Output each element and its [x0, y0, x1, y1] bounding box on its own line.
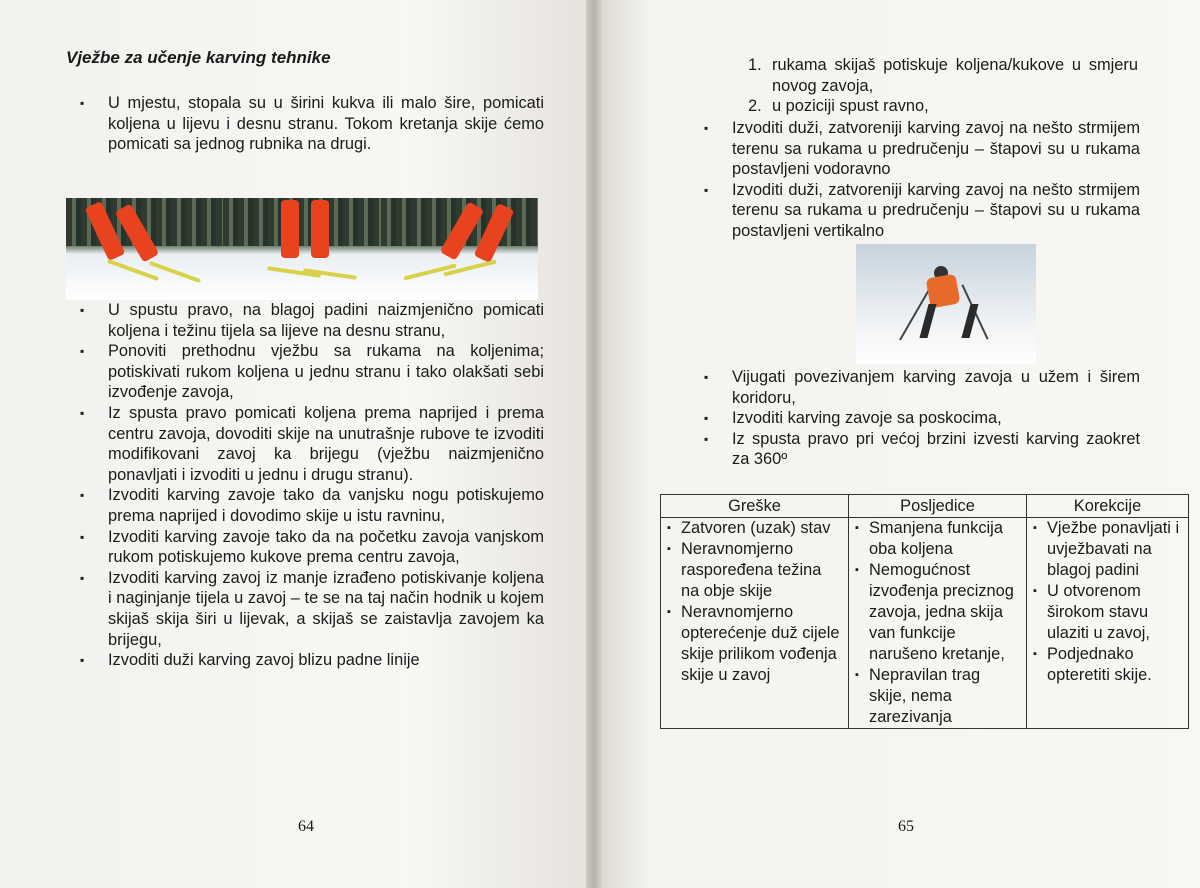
item-text: rukama skijaš potiskuje koljena/kukove u smjeru novog zavoja, — [772, 56, 1138, 95]
page-number-right: 65 — [898, 818, 914, 835]
cell-korekcije — [1027, 518, 1189, 729]
header-posljedice: Posljedice — [849, 495, 1027, 518]
list-item: ▪ Izvoditi karving zavoje tako da na početku zavoja vanjskom rukom potiskujemo kukove prema centru zavoja, — [80, 527, 544, 568]
ski-legs-photo-strip — [66, 198, 538, 300]
list-item: ▪ Neravnomjerno raspoređena težina na obje skije — [667, 539, 844, 602]
numbered-list — [748, 55, 1138, 117]
list-item: ▪ Neravnomjerno opterećenje duž cijele skije prilikom vođenja skije u zavoj — [667, 602, 844, 686]
list-item: ▪ Izvoditi karving zavoje tako da vanjsku nogu potiskujemo prema naprijed i dovodimo skije u istu ravninu, — [80, 485, 544, 526]
photo-knees-left — [66, 198, 223, 300]
list-item: ▪ Iz spusta pravo pri većoj brzini izvesti karving zaokret za 360º — [704, 429, 1140, 470]
table-header-row — [661, 495, 1189, 518]
list-item — [748, 55, 1138, 96]
photo-knees-right — [381, 198, 538, 300]
skier-photo — [856, 244, 1036, 364]
page-number-left: 64 — [298, 818, 314, 835]
cell-posljedice — [849, 518, 1027, 729]
errors-table — [660, 494, 1189, 729]
list-item: ▪ Zatvoren (uzak) stav — [667, 518, 844, 539]
list-item: ▪ U spustu pravo, na blagoj padini naizmjenično pomicati koljena i težinu tijela sa lijeve na desnu stranu, — [80, 300, 544, 341]
item-number: 2. — [748, 97, 762, 116]
list-item: ▪ Izvoditi duži, zatvoreniji karving zavoj na nešto strmijem terenu sa rukama u predručenju – štapovi su u rukama postavljeni vertikalno — [704, 180, 1140, 242]
header-greske: Greške — [661, 495, 849, 518]
list-item — [748, 96, 1138, 117]
list-item: ▪ U otvorenom širokom stavu ulaziti u zavoj, — [1033, 581, 1184, 644]
list-item: ▪ Izvoditi karving zavoj iz manje izrađeno potiskivanje koljena i naginjanje tijela u zavoj – te se na taj način hodnik u kojem skijaš skija širi u lijevak, a skijaš se zaistavlja zavojem ka brijegu, — [80, 568, 544, 650]
list-item: ▪ Vježbe ponavljati i uvježbavati na blagoj padini — [1033, 518, 1184, 581]
table-row — [661, 518, 1189, 729]
header-korekcije: Korekcije — [1027, 495, 1189, 518]
list-item: ▪ Nemogućnost izvođenja preciznog zavoja, jedna skija van funkcije narušeno kretanje, — [855, 560, 1022, 665]
section-title: Vježbe za učenje karving tehnike — [66, 48, 331, 67]
list-item: ▪ Vijugati povezivanjem karving zavoja u užem i širem koridoru, — [704, 367, 1140, 408]
list-item: ▪ Podjednako opteretiti skije. — [1033, 644, 1184, 686]
photo-knees-center — [223, 198, 380, 300]
book-gutter — [586, 0, 602, 888]
list-item: ▪ Izvoditi karving zavoje sa poskocima, — [704, 408, 1140, 429]
list-item: ▪ Izvoditi duži karving zavoj blizu padne linije — [80, 650, 544, 671]
list-item: ▪ Izvoditi duži, zatvoreniji karving zavoj na nešto strmijem terenu sa rukama u predručenju – štapovi su u rukama postavljeni vodoravno — [704, 118, 1140, 180]
list-item: ▪ Nepravilan trag skije, nema zarezivanja — [855, 665, 1022, 728]
list-item: ▪ Ponoviti prethodnu vježbu sa rukama na koljenima; potiskivati rukom koljena u jednu stranu i tako olakšati sebi izvođenje zavoja, — [80, 341, 544, 403]
cell-greske — [661, 518, 849, 729]
item-number: 1. — [748, 56, 762, 74]
exercise-list-right-b — [704, 367, 1140, 470]
list-item: ▪ U mjestu, stopala su u širini kukva ili malo šire, pomicati koljena u lijevu i desnu stranu. Tokom kretanja skije ćemo pomicati sa jednog rubnika na drugi. — [80, 93, 544, 155]
list-item: ▪ Iz spusta pravo pomicati koljena prema naprijed i prema centru zavoja, dovoditi skije na unutrašnje rubove te izvoditi modifikovani zavoj ka brijegu (vježbu naizmjenično ponavljati i izvoditi u jednu i drugu stranu). — [80, 403, 544, 485]
exercise-list-right-a — [704, 118, 1140, 242]
exercise-list-left — [80, 300, 544, 671]
exercise-list-top — [80, 93, 544, 155]
item-text: u poziciji spust ravno, — [772, 97, 929, 116]
list-item: ▪ Smanjena funkcija oba koljena — [855, 518, 1022, 560]
